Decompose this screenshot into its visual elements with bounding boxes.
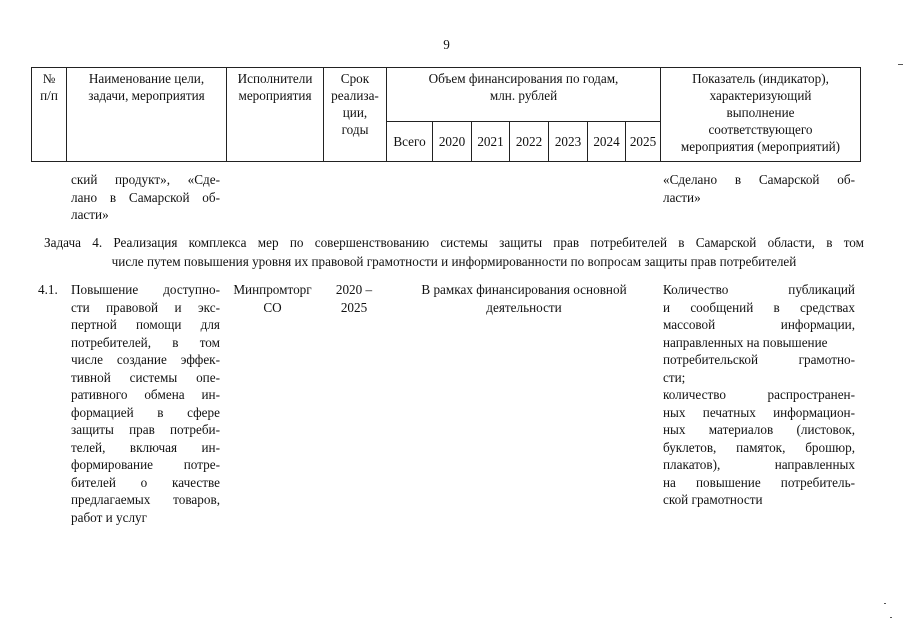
row-4-1-indicator-cell: Количество публикаций и сообщений в средствах массовой информации, направленных на повышение потребительской грамотно- сти; количество распространен- ных печатных информацион- ных материалов (листовок, буклетов, памяток, брошюр, плакатов), направленных на повышение потребитель- ской грамотности (663, 282, 855, 507)
row-4-1-number: 4.1. (38, 282, 58, 297)
row-4-1-name-cell: Повышение доступно- сти правовой и экс- пертной помощи для потребителей, в том числе создание эффек- тивной системы опе- ративного обмена ин- формацией в сфере защиты прав потреби- телей, включая ин- формирование потре- бителей о качестве предлагаемых товаров, работ и услуг (71, 282, 220, 525)
row-4-1-term: 2020 – 2025 (335, 282, 373, 315)
header-year-2022: 2022 (510, 121, 549, 161)
scan-mark (890, 617, 892, 618)
header-year-2023: 2023 (549, 121, 588, 161)
row-4-1-executors: Минпромторг СО (233, 282, 312, 315)
continuation-indicator-cell: «Сделано в Самарской об- ласти» (663, 172, 855, 205)
header-year-2024: 2024 (588, 121, 626, 161)
header-year-2020: 2020 (433, 121, 472, 161)
program-table-header (31, 67, 861, 162)
task-4-heading: Задача 4. Реализация комплекса мер по совершенствованию системы защиты прав потребителей в Самарской области, в том числе путем повышения уровня их правовой грамотности и информированности по вопросам защиты прав потребителей (44, 235, 864, 269)
header-executors: Исполнители мероприятия (227, 68, 324, 162)
header-indicator: Показатель (индикатор), характеризующий выполнение соответствующего мероприятия (мероприятий) (661, 68, 861, 162)
header-year-2025: 2025 (626, 121, 661, 161)
header-funding: Объем финансирования по годам, млн. рублей (387, 68, 661, 122)
header-year-2021: 2021 (472, 121, 510, 161)
scan-mark (884, 603, 886, 604)
header-year-total: Всего (387, 121, 433, 161)
header-number: № п/п (32, 68, 67, 162)
header-name: Наименование цели, задачи, мероприятия (67, 68, 227, 162)
header-term: Срок реализа- ции, годы (324, 68, 387, 162)
page-number: 9 (443, 37, 450, 52)
row-4-1-funding: В рамках финансирования основной деятельности (421, 282, 627, 315)
scan-mark (898, 64, 903, 65)
continuation-name-cell: ский продукт», «Сде- лано в Самарской об- ласти» (71, 172, 220, 222)
